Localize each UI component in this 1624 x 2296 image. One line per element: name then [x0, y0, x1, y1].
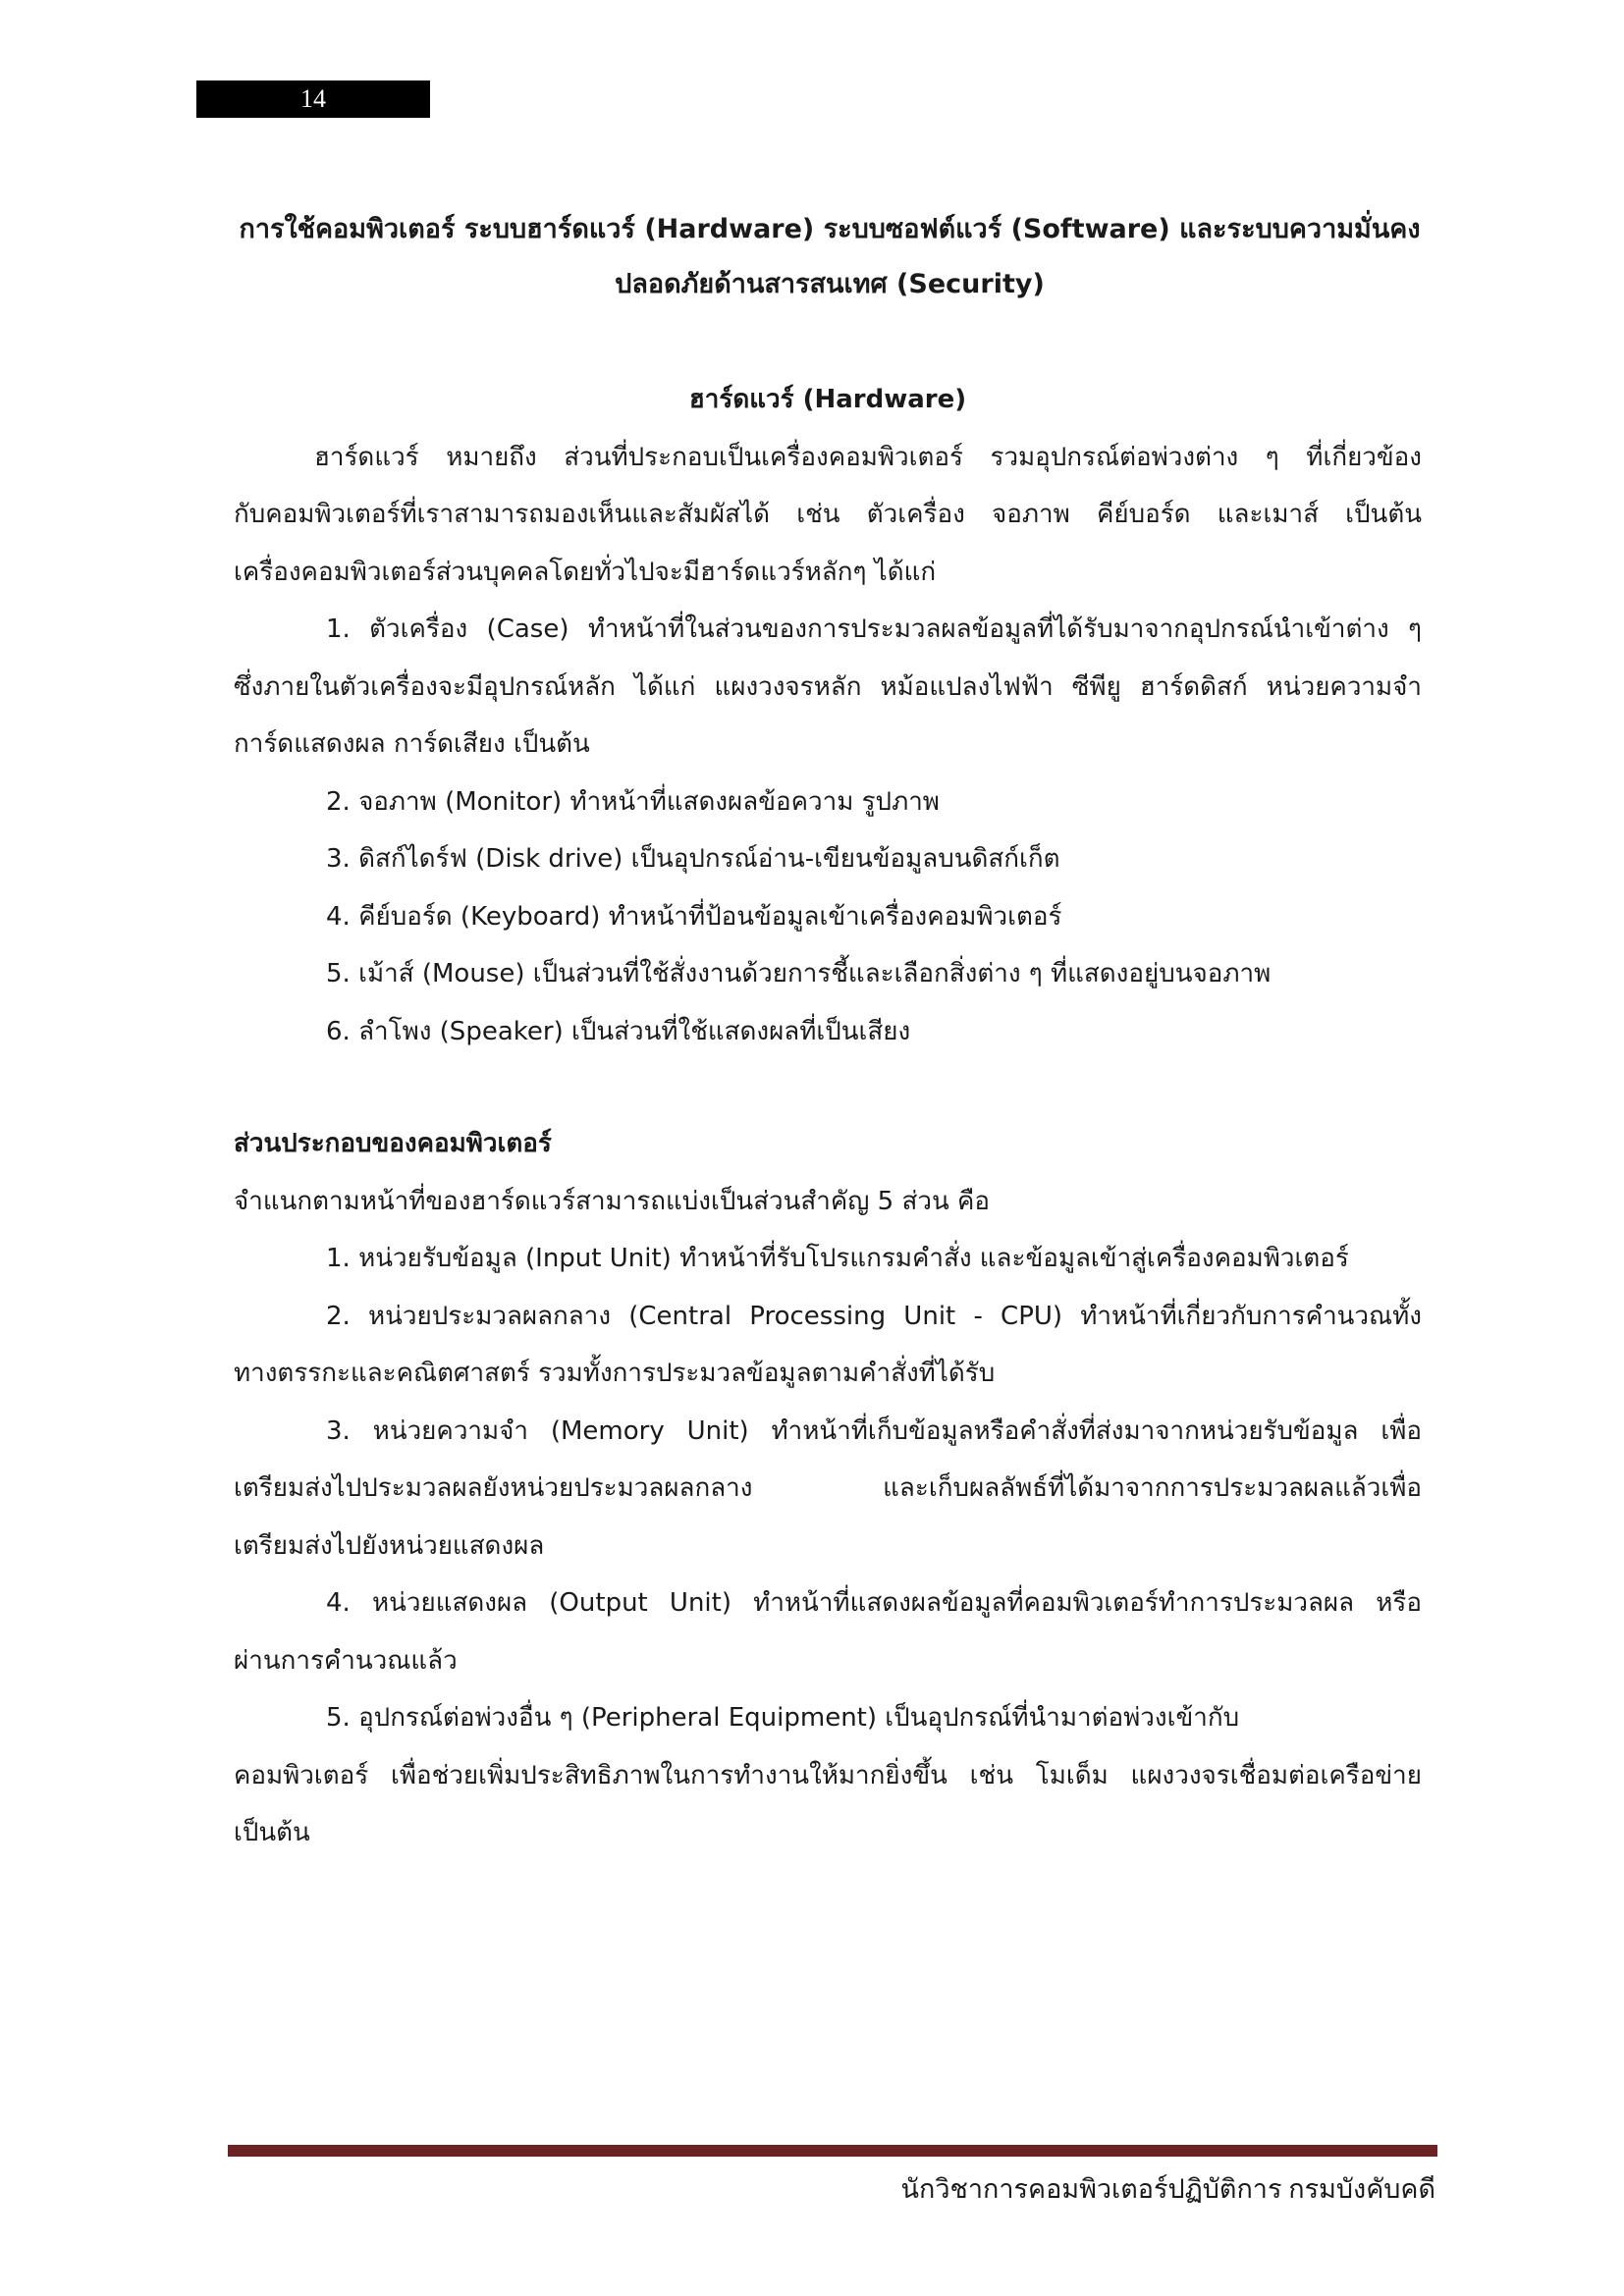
hardware-item-speaker: 6. ลำโพง (Speaker) เป็นส่วนที่ใช้แสดงผลที่เป็นเสียง [326, 1016, 911, 1046]
paragraph-line: การ์ดแสดงผล การ์ดเสียง เป็นต้น [234, 729, 590, 759]
components-intro: จำแนกตามหน้าที่ของฮาร์ดแวร์สามารถแบ่งเป็นส่วนสำคัญ 5 ส่วน คือ [234, 1186, 990, 1216]
section-spacer [234, 1060, 1422, 1115]
title-line-1: การใช้คอมพิวเตอร์ ระบบฮาร์ดแวร์ (Hardware) ระบบซอฟต์แวร์ (Software) และระบบความมั่นคง [239, 214, 1421, 244]
paragraph-line: เครื่องคอมพิวเตอร์ส่วนบุคคลโดยทั่วไปจะมีฮาร์ดแวร์หลักๆ ได้แก่ [234, 557, 937, 587]
paragraph-line: คอมพิวเตอร์ เพื่อช่วยเพิ่มประสิทธิภาพในการทำงานให้มากยิ่งขึ้น เช่น โมเด็ม แผงวงจรเชื่อมต่อเครือข่าย [234, 1760, 1422, 1790]
paragraph-line: 3. หน่วยความจำ (Memory Unit) ทำหน้าที่เก็บข้อมูลหรือคำสั่งที่ส่งมาจากหน่วยรับข้อมูล เพื่อ [326, 1415, 1422, 1446]
hardware-item-disk-drive: 3. ดิสก์ไดร์ฟ (Disk drive) เป็นอุปกรณ์อ่าน-เขียนข้อมูลบนดิสก์เก็ต [326, 844, 1060, 874]
paragraph-line: 2. หน่วยประมวลผลกลาง (Central Processing Unit - CPU) ทำหน้าที่เกี่ยวกับการคำนวณทั้ง [326, 1301, 1422, 1331]
component-input-unit: 1. หน่วยรับข้อมูล (Input Unit) ทำหน้าที่รับโปรแกรมคำสั่ง และข้อมูลเข้าสู่เครื่องคอมพิวเตอร์ [326, 1244, 1349, 1273]
component-cpu [234, 1288, 1422, 1403]
title-line-2: ปลอดภัยด้านสารสนเทศ (Security) [615, 269, 1045, 299]
hardware-item-monitor: 2. จอภาพ (Monitor) ทำหน้าที่แสดงผลข้อความ รูปภาพ [326, 786, 940, 817]
component-memory-unit [234, 1403, 1422, 1575]
paragraph-line: 5. อุปกรณ์ต่อพ่วงอื่น ๆ (Peripheral Equipment) เป็นอุปกรณ์ที่นำมาต่อพ่วงเข้ากับ [326, 1703, 1240, 1733]
paragraph-line: ทางตรรกะและคณิตศาสตร์ รวมทั้งการประมวลข้อมูลตามคำสั่งที่ได้รับ [234, 1359, 996, 1388]
paragraph-line: 4. หน่วยแสดงผล (Output Unit) ทำหน้าที่แสดงผลข้อมูลที่คอมพิวเตอร์ทำการประมวลผล หรือ [326, 1588, 1422, 1618]
hardware-item-case [234, 601, 1422, 774]
page-number: 14 [196, 80, 430, 118]
hardware-heading: ฮาร์ดแวร์ (Hardware) [688, 385, 967, 414]
paragraph-line: 1. ตัวเครื่อง (Case) ทำหน้าที่ในส่วนของการประมวลผลข้อมูลที่ได้รับมาจากอุปกรณ์นำเข้าต่าง ๆ [326, 614, 1422, 644]
component-output-unit [234, 1575, 1422, 1689]
components-heading: ส่วนประกอบของคอมพิวเตอร์ [234, 1129, 552, 1158]
hardware-intro-paragraph [234, 429, 1422, 602]
paragraph-line: เตรียมส่งไปยังหน่วยแสดงผล [234, 1530, 545, 1561]
paragraph-line: ผ่านการคำนวณแล้ว [234, 1645, 458, 1676]
component-peripheral-equipment [234, 1689, 1422, 1862]
footer-rule [228, 2145, 1437, 2157]
document-body [234, 371, 1422, 1862]
document-title [226, 202, 1434, 312]
hardware-item-keyboard: 4. คีย์บอร์ด (Keyboard) ทำหน้าที่ป้อนข้อมูลเข้าเครื่องคอมพิวเตอร์ [326, 901, 1062, 932]
paragraph-line: ฮาร์ดแวร์ หมายถึง ส่วนที่ประกอบเป็นเครื่องคอมพิวเตอร์ รวมอุปกรณ์ต่อพ่วงต่าง ๆ ที่เกี่ยวข้อง [314, 442, 1422, 472]
hardware-item-mouse: 5. เม้าส์ (Mouse) เป็นส่วนที่ใช้สั่งงานด้วยการชี้และเลือกสิ่งต่าง ๆ ที่แสดงอยู่บนจอภาพ [326, 959, 1272, 988]
paragraph-line: ซึ่งภายในตัวเครื่องจะมีอุปกรณ์หลัก ได้แก่ แผงวงจรหลัก หม้อแปลงไฟฟ้า ซีพียู ฮาร์ดดิสก์ หน่วยความจำ [234, 671, 1422, 702]
paragraph-line: เตรียมส่งไปประมวลผลยังหน่วยประมวลผลกลาง และเก็บผลลัพธ์ที่ได้มาจากการประมวลผลแล้วเพื่อ [234, 1473, 1422, 1503]
footer-text: นักวิชาการคอมพิวเตอร์ปฏิบัติการ กรมบังคับคดี [900, 2174, 1435, 2204]
paragraph-line: กับคอมพิวเตอร์ที่เราสามารถมองเห็นและสัมผัสได้ เช่น ตัวเครื่อง จอภาพ คีย์บอร์ด และเมาส์ เป็นต้น [234, 500, 1422, 529]
paragraph-line: เป็นต้น [234, 1818, 310, 1847]
